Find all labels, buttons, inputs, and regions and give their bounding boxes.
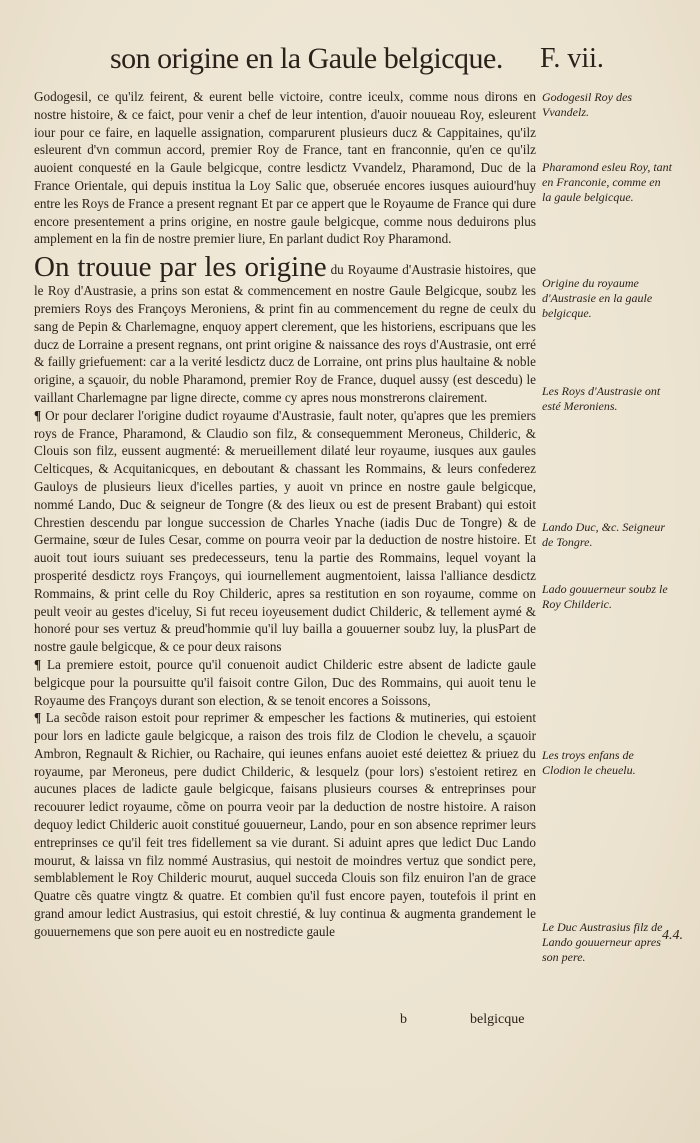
margin-note-troys-enfans: Les troys enfans de Clodion le cheuelu.: [542, 748, 636, 777]
catchword: belgicque: [470, 1012, 525, 1027]
paragraph-5: [34, 709, 536, 940]
pilcrow-mark: ¶: [34, 710, 42, 726]
margin-note-pharamond: Pharamond esleu Roy, tant en Franconie, comme en la gaule belgicque.: [542, 160, 672, 204]
pilcrow-mark: ¶: [34, 407, 42, 423]
signature-mark: b: [400, 1012, 407, 1027]
handwritten-ink-note: 4.4.: [662, 928, 683, 943]
margin-note-meroniens: Les Roys d'Austrasie ont esté Meroniens.: [542, 384, 661, 413]
paragraph-4: [34, 656, 536, 709]
margin-note-godogesil: Godogesil Roy des Vvandelz.: [542, 90, 632, 119]
pilcrow-mark: ¶: [34, 656, 42, 672]
margin-note-lado-gouuerneur: Lado gouuerneur soubz le Roy Childeric.: [542, 582, 668, 611]
paragraph-2-opening-words: On trouue par les origine: [34, 251, 327, 284]
paragraph-5-text: La secõde raison estoit pour reprimer & empescher les factions & mutineries, qui estoient pour lors en ladicte gaule belgicque, a raison des trois filz de Clodion le chevelu, a sçauoir Ambron, Regnault & Richier, ou Rachaire, qui ieunes enfans auoiet esté deiettez & priuez du royaume, par Meroneus, pere dudict Childeric, & lesquelz (pour lors) s'estoient retirez en aucunes places de ladicte gaule belgicque, faisans plusieurs courses & entreprinses pour recouurer ledict royaume, cõme on pourra veoir par la deduction de nostre histoire. A raison dequoy ledict Childeric auoit constitué gouuerneur, Lando, pour en son absence reprimer leurs entreprinses ce qu'il feit tres fidellement sa vie durant. Si aduint apres que ledict Duc Lando mourut, & laissa vn filz nommé Austrasius, qui nestoit de moindres vertuz que sondict pere, semblablement le Roy Childeric mourut, auquel succeda Clouis son filz enuiron l'an de grace Quatre cẽs quatre vingtz & quatre. Et combien qu'il fust encore payen, toutefois il print en grand amour ledict Austrasius, qui estoit chrestié, & luy continua & augmenta grandement le gouuernemens que son pere auoit eu en nostredicte gaule: [34, 710, 537, 939]
paragraph-4-text: La premiere estoit, pource qu'il conuenoit audict Childeric estre absent de ladicte gaule belgicque pour la poursuitte qu'il faisoit contre Gilon, Duc des Rommains, qui auoit tenu le Royaume des Françoys durant son election, & se tenoit encores a Soissons,: [34, 656, 537, 708]
paragraph-1-text: Godogesil, ce qu'ilz feirent, & eurent belle victoire, contre iceulx, comme nous dirons en nostre histoire, & ce faict, pour venir a chef de leur intention, d'auoir nouueau Roy, esleurent iour pour ce faire, en laquelle assignation, comparurent plusieurs ducz & Cappitaines, qu'ilz esleurent d'vn commun accord, premier Roy de France, tant en franconnie, qu'en ce qu'ilz auoient conquesté en la Gaule belgicque, contre lesdictz Vvandelz, Pharamond, Duc de la France Orientale, qui depuis institua la Loy Salic que, obseruée encores iusques auiourd'huy entre les Roys de France a present regnant Et par ce appert que le Royaume de France qui dure encore presentement a prins origine, en nostre gaule belgicque, comme nous deduirons plus amplement en la fin de nostre premier liure, En parlant dudict Roy Pharamond.: [34, 89, 536, 247]
margin-note-austrasius: Le Duc Austrasius filz de Lando gouuerneur apres son pere.: [542, 920, 663, 964]
margin-note-lando: Lando Duc, &c. Seigneur de Tongre.: [542, 520, 665, 549]
paragraph-3: [34, 407, 536, 656]
main-text-column: [34, 88, 536, 941]
paragraph-3-text: Or pour declarer l'origine dudict royaume d'Austrasie, fault noter, qu'apres que les premiers roys de France, Pharamond, & Claudio son filz, & consequemment Meroneus, Childeric, & Clouis son filz, eussent augmenté: & merueillement dilaté leur royaume, iusques aux gaules Celticques, & Acquitanicques, en deboutant & chassant les Rommains, & leurs confederez Gauloys de plusieurs lieux d'icelles parties, y auoit vn prince en nostre gaule belgicque, nommé Lando, Duc & seigneur de Tongre (& des lieux ou est de present Brabant) qui estoit Chrestien descendu par longue succession de Charles Ynache (iadis Duc de Tongre) & de Germaine, sœur de Iules Cesar, comme on pourra veoir par la deduction de nostre histoire. Et auoit tout iours suiuant ses predecesseurs, tenu la partie des Rommains, lequel voyant la prosperité desdictz roys Françoys, qui iournellement augmentoient, laissa l'alliance desdictz Rommains, & print celle du Roy Childeric, apres sa restitution en son royaume, comme on peult veoir au gestes d'iceluy, Si fut receu ioyeusement dudict Childeric, & tellement aymé & honoré pour ses vertuz & preud'hommie qu'il luy bailla a gouuerner soubz luy, la plusPart de nostre gaule belgicque, & ce pour deux raisons: [34, 407, 537, 655]
folio-number: F. vii.: [540, 43, 604, 74]
paragraph-2-text: du Royaume d'Austrasie histoires, que le Roy d'Austrasie, a prins son estat & commencement en nostre Gaule Belgicque, soubz les premiers Roys des Françoys Meroniens, & print fin au commencement du regne de ceulx du sang de Pepin & Charlemagne, enquoy appert clerement, que les historiens, escripuans que les ducz de Lorraine a present regnans, ont print origine & naissance des roys d'Austrasie, ont erré & failly griefuement: car a la verité lesdictz ducz de Lorraine, ont prins plus haultaine & noble origine, a sçauoir, du noble Pharamond, premier Roy de France, duquel aussy (est descedu) le vaillant Charlemagne par ligne directe, comme cy apres nous monstrerons clairement.: [34, 262, 536, 405]
margin-note-austrasie-origin: Origine du royaume d'Austrasie en la gaule belgicque.: [542, 276, 653, 320]
paragraph-1: [34, 88, 536, 248]
paragraph-2: [34, 252, 536, 407]
running-head: son origine en la Gaule belgicque.: [110, 42, 503, 75]
